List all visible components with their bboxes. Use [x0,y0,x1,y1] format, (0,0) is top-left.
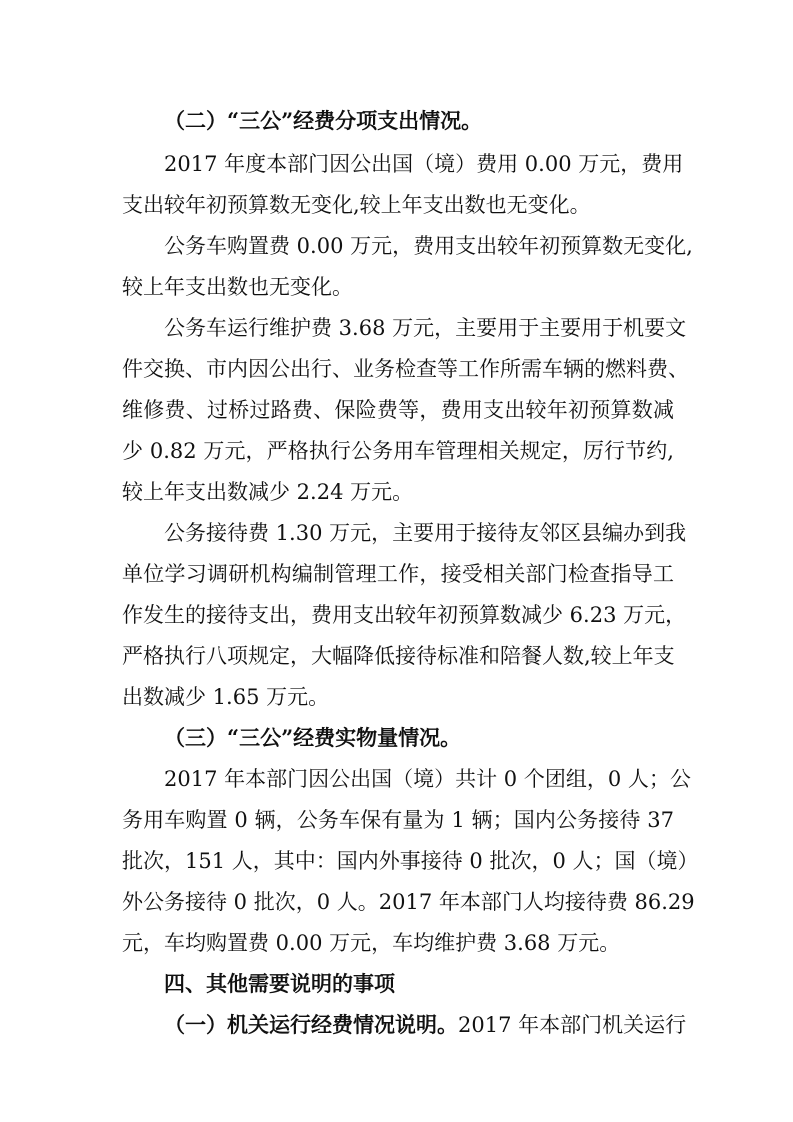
paragraph-line: 元，车均购置费 0.00 万元，车均维护费 3.68 万元。 [122,931,621,955]
paragraph-line: 少 0.82 万元，严格执行公务用车管理相关规定，厉行节约, [122,439,674,463]
section-heading-2: （二）“三公”经费分项支出情况。 [164,108,483,133]
paragraph-line: 2017 年本部门因公出国（境）共计 0 个团组，0 人；公 [164,767,691,791]
paragraph-line: 严格执行八项规定，大幅降低接待标准和陪餐人数,较上年支 [122,644,675,668]
paragraph-text: 2017 年本部门机关运行 [458,1013,687,1037]
section-heading-3: （三）“三公”经费实物量情况。 [164,725,462,750]
paragraph-line: 2017 年度本部门因公出国（境）费用 0.00 万元，费用 [164,152,684,176]
paragraph-line: 支出较年初预算数无变化,较上年支出数也无变化。 [122,193,591,217]
paragraph-line: 件交换、市内因公出行、业务检查等工作所需车辆的燃料费、 [122,357,689,381]
paragraph-line: 公务接待费 1.30 万元，主要用于接待友邻区县编办到我 [164,521,687,545]
paragraph-line: 公务车运行维护费 3.68 万元，主要用于主要用于机要文 [164,316,687,340]
paragraph-line: 维修费、过桥过路费、保险费等，费用支出较年初预算数减 [122,398,674,422]
mixed-line-content [164,1010,687,1040]
paragraph-line: 较上年支出数减少 2.24 万元。 [122,480,414,504]
subsection-heading-1: （一）机关运行经费情况说明。 [164,1012,458,1037]
paragraph-line: 单位学习调研机构编制管理工作，接受相关部门检查指导工 [122,562,674,586]
paragraph-line: 公务车购置费 0.00 万元，费用支出较年初预算数无变化, [164,234,693,258]
paragraph-line: 务用车购置 0 辆，公务车保有量为 1 辆；国内公务接待 37 [122,808,674,832]
paragraph-line: 作发生的接待支出，费用支出较年初预算数减少 6.23 万元， [122,603,687,627]
paragraph-line-mixed [0,1010,793,1040]
paragraph-line: 较上年支出数也无变化。 [122,275,353,299]
paragraph-line: 批次，151 人，其中：国内外事接待 0 批次，0 人；国（境） [122,849,699,873]
paragraph-line: 外公务接待 0 批次，0 人。2017 年本部门人均接待费 86.29 [122,890,695,914]
section-heading-4: 四、其他需要说明的事项 [164,971,395,996]
paragraph-line: 出数减少 1.65 万元。 [122,685,330,709]
